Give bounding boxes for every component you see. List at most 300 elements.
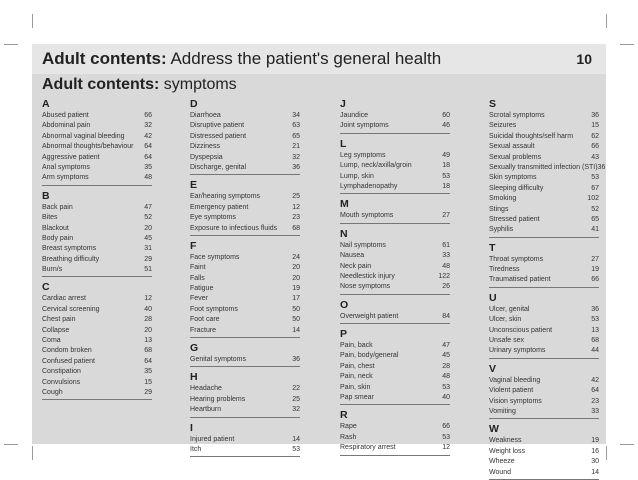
index-entry[interactable]	[42, 121, 152, 131]
entry-page-number: 12	[292, 203, 300, 211]
entry-label: Abdominal pain	[42, 122, 91, 130]
index-entry[interactable]	[190, 121, 300, 131]
entry-label: Dizziness	[190, 143, 220, 151]
index-column-1	[42, 98, 152, 400]
index-entry[interactable]	[190, 284, 300, 294]
entry-label: Cough	[42, 388, 63, 396]
index-entry[interactable]	[340, 121, 450, 131]
index-entry[interactable]	[340, 351, 450, 361]
entry-label: Nail symptoms	[340, 241, 386, 249]
entry-label: Back pain	[42, 203, 73, 211]
section-entries	[190, 253, 300, 338]
index-entry[interactable]	[190, 435, 300, 445]
section-letter-s: S	[489, 98, 497, 110]
crop-mark	[620, 444, 634, 445]
entry-page-number: 16	[591, 447, 599, 455]
index-entry[interactable]	[340, 383, 450, 393]
index-entry[interactable]	[489, 376, 599, 386]
section-letter-d: D	[190, 98, 198, 110]
index-entry[interactable]	[489, 326, 599, 336]
entry-page-number: 66	[144, 112, 152, 119]
section-entries	[190, 384, 300, 417]
entry-label: Leg symptoms	[340, 151, 386, 159]
index-entry[interactable]	[42, 315, 152, 325]
entry-page-number: 26	[442, 283, 450, 291]
entry-page-number: 53	[442, 172, 450, 180]
entry-label: Pain, skin	[340, 383, 371, 391]
entry-page-number: 20	[292, 264, 300, 272]
crop-mark	[4, 444, 18, 445]
entry-page-number: 53	[591, 174, 599, 182]
entry-label: Genital symptoms	[190, 356, 247, 364]
entry-page-number: 36	[591, 305, 599, 313]
entry-label: Confused patient	[42, 357, 95, 365]
index-entry[interactable]	[190, 132, 300, 142]
index-entry[interactable]	[489, 447, 599, 457]
index-entry[interactable]	[489, 305, 599, 315]
entry-page-number: 53	[442, 383, 450, 391]
index-entry[interactable]	[190, 203, 300, 213]
section-letter-e: E	[190, 179, 198, 192]
section-entries	[340, 312, 450, 324]
entry-label: Weakness	[489, 437, 522, 445]
index-entry[interactable]	[42, 244, 152, 254]
section-letter-g: G	[190, 342, 199, 355]
entry-page-number: 12	[442, 444, 450, 452]
entry-label: Collapse	[42, 326, 70, 334]
entry-label: Sleeping difficulty	[489, 184, 544, 192]
index-entry[interactable]	[340, 211, 450, 221]
index-entry[interactable]	[489, 265, 599, 275]
index-entry[interactable]	[340, 393, 450, 403]
entry-page-number: 62	[591, 132, 599, 140]
entry-label: Burn/s	[42, 266, 63, 274]
entry-label: Vaginal bleeding	[489, 376, 541, 384]
section-entries	[340, 422, 450, 455]
index-entry[interactable]	[190, 192, 300, 202]
index-entry[interactable]	[340, 111, 450, 121]
entry-page-number: 25	[292, 193, 300, 201]
section-entries	[489, 376, 599, 420]
index-entry[interactable]	[190, 326, 300, 336]
entry-page-number: 66	[591, 143, 599, 151]
section-entries	[340, 241, 450, 295]
index-entry[interactable]	[489, 184, 599, 194]
section-title-bold: Adult contents:	[42, 76, 160, 93]
index-entry[interactable]	[42, 234, 152, 244]
index-entry[interactable]	[340, 161, 450, 171]
entry-label: Abnormal thoughts/behaviour	[42, 143, 134, 151]
section-entries	[190, 435, 300, 458]
index-entry[interactable]	[42, 132, 152, 142]
entry-page-number: 65	[292, 132, 300, 140]
entry-label: Pain, body/general	[340, 352, 399, 360]
index-entry[interactable]	[42, 111, 152, 121]
index-entry[interactable]	[340, 362, 450, 372]
index-entry[interactable]	[489, 255, 599, 265]
entry-page-number: 31	[144, 245, 152, 253]
entry-page-number: 35	[144, 368, 152, 376]
entry-label: Vomiting	[489, 407, 516, 415]
title-bar	[32, 44, 606, 74]
crop-mark	[4, 44, 18, 45]
index-entry[interactable]	[489, 121, 599, 131]
index-entry[interactable]	[42, 336, 152, 346]
entry-page-number: 35	[144, 163, 152, 171]
entry-page-number: 40	[442, 394, 450, 402]
index-entry[interactable]	[340, 443, 450, 453]
entry-label: Heartburn	[190, 406, 222, 414]
entry-page-number: 19	[292, 285, 300, 293]
entry-label: Nose symptoms	[340, 283, 391, 291]
entry-label: Scrotal symptoms	[489, 112, 545, 119]
index-column-4	[489, 98, 606, 480]
section-letter-u: U	[489, 291, 497, 304]
section-letter-j: J	[340, 98, 346, 110]
entry-page-number: 66	[442, 423, 450, 431]
entry-page-number: 29	[144, 388, 152, 396]
page-title-bold: Adult contents:	[42, 49, 167, 68]
section-letter-m: M	[340, 198, 349, 211]
index-entry[interactable]	[42, 213, 152, 223]
crop-mark	[32, 446, 33, 460]
index-entry[interactable]	[489, 205, 599, 215]
index-entry[interactable]	[190, 294, 300, 304]
entry-page-number: 48	[442, 373, 450, 381]
section-entries	[340, 341, 450, 405]
index-entry[interactable]	[489, 336, 599, 346]
entry-label: Breast symptoms	[42, 245, 97, 253]
index-entry[interactable]	[340, 372, 450, 382]
entry-page-number: 36	[292, 356, 300, 364]
entry-label: Breathing difficulty	[42, 255, 100, 263]
index-entry[interactable]	[489, 225, 599, 235]
index-entry[interactable]	[340, 282, 450, 292]
entry-label: Pain, back	[340, 342, 373, 350]
index-entry[interactable]	[489, 111, 599, 121]
index-entry[interactable]	[489, 132, 599, 142]
index-entry[interactable]	[489, 468, 599, 478]
entry-label: Stressed patient	[489, 215, 540, 223]
section-letter-c: C	[42, 281, 50, 294]
index-entry[interactable]	[42, 367, 152, 377]
entry-label: Condom broken	[42, 347, 92, 355]
section-entries	[190, 111, 300, 175]
index-entry[interactable]	[42, 378, 152, 388]
page-number: 10	[576, 51, 592, 67]
entry-label: Coma	[42, 337, 61, 345]
section-letter-v: V	[489, 362, 497, 375]
entry-page-number: 60	[442, 112, 450, 119]
index-entry[interactable]	[42, 142, 152, 152]
index-entry[interactable]	[190, 445, 300, 455]
entry-label: Ulcer, genital	[489, 305, 530, 313]
index-entry[interactable]	[42, 294, 152, 304]
index-entry[interactable]	[190, 384, 300, 394]
entry-page-number: 44	[591, 347, 599, 355]
entry-page-number: 18	[442, 182, 450, 190]
index-entry[interactable]	[42, 265, 152, 275]
index-entry[interactable]	[489, 346, 599, 356]
index-entry[interactable]	[42, 346, 152, 356]
entry-label: Faint	[190, 264, 206, 272]
entry-page-number: 29	[144, 255, 152, 263]
entry-page-number: 52	[144, 214, 152, 222]
index-entry[interactable]	[42, 153, 152, 163]
entry-page-number: 61	[442, 241, 450, 249]
entry-page-number: 25	[292, 395, 300, 403]
section-letter-t: T	[489, 241, 496, 254]
entry-page-number: 28	[144, 316, 152, 324]
entry-page-number: 20	[292, 274, 300, 282]
entry-label: Bites	[42, 214, 58, 222]
entry-label: Itch	[190, 445, 202, 453]
section-entries	[489, 305, 599, 359]
entry-label: Abused patient	[42, 112, 89, 119]
entry-page-number: 67	[591, 184, 599, 192]
entry-page-number: 15	[144, 378, 152, 386]
entry-page-number: 42	[144, 132, 152, 140]
index-entry[interactable]	[42, 163, 152, 173]
index-entry[interactable]	[489, 194, 599, 204]
entry-label: Anal symptoms	[42, 163, 90, 171]
entry-label: Diarrhoea	[190, 112, 221, 119]
index-entry[interactable]	[489, 142, 599, 152]
index-entry[interactable]	[340, 251, 450, 261]
entry-label: Rape	[340, 423, 357, 431]
section-entries	[340, 211, 450, 223]
index-entry[interactable]	[190, 355, 300, 365]
index-entry[interactable]	[340, 182, 450, 192]
entry-page-number: 42	[591, 376, 599, 384]
entry-label: Convulsions	[42, 378, 81, 386]
index-column-3	[340, 98, 450, 456]
entry-page-number: 36	[597, 163, 606, 171]
page-title-rest: Address the patient's general health	[166, 49, 442, 68]
section-entries	[489, 436, 599, 480]
index-entry[interactable]	[190, 142, 300, 152]
index-entry[interactable]	[42, 305, 152, 315]
entry-page-number: 21	[292, 143, 300, 151]
entry-label: Syphilis	[489, 226, 514, 234]
index-entry[interactable]	[190, 111, 300, 121]
index-entry[interactable]	[489, 163, 606, 173]
entry-page-number: 32	[292, 153, 300, 161]
entry-label: Pain, neck	[340, 373, 373, 381]
section-letter-n: N	[340, 227, 348, 240]
entry-label: Hearing problems	[190, 395, 246, 403]
entry-page-number: 20	[144, 326, 152, 334]
entry-page-number: 17	[292, 295, 300, 303]
entry-label: Unconscious patient	[489, 326, 553, 334]
section-entries	[489, 111, 606, 238]
entry-page-number: 68	[144, 347, 152, 355]
entry-page-number: 23	[292, 214, 300, 222]
index-entry[interactable]	[340, 151, 450, 161]
section-entries	[190, 192, 300, 236]
index-entry[interactable]	[489, 457, 599, 467]
index-entry[interactable]	[190, 263, 300, 273]
index-entry[interactable]	[489, 153, 599, 163]
entry-label: Overweight patient	[340, 312, 399, 320]
index-entry[interactable]	[340, 312, 450, 322]
entry-page-number: 22	[292, 385, 300, 393]
entry-page-number: 32	[144, 122, 152, 130]
index-entry[interactable]	[42, 357, 152, 367]
section-letter-a: A	[42, 98, 50, 110]
index-entry[interactable]	[42, 388, 152, 398]
entry-page-number: 48	[442, 262, 450, 270]
entry-page-number: 33	[591, 407, 599, 415]
entry-page-number: 27	[442, 212, 450, 220]
entry-label: Neck pain	[340, 262, 372, 270]
index-entry[interactable]	[42, 224, 152, 234]
index-entry[interactable]	[340, 272, 450, 282]
entry-label: Urinary symptoms	[489, 347, 546, 355]
entry-page-number: 27	[591, 255, 599, 263]
entry-label: Pap smear	[340, 394, 374, 402]
index-entry[interactable]	[42, 326, 152, 336]
entry-label: Unsafe sex	[489, 337, 525, 345]
index-entry[interactable]	[190, 405, 300, 415]
index-entry[interactable]	[340, 422, 450, 432]
index-entry[interactable]	[340, 262, 450, 272]
index-entry[interactable]	[489, 436, 599, 446]
entry-page-number: 14	[591, 468, 599, 476]
entry-label: Seizures	[489, 122, 517, 130]
index-entry[interactable]	[190, 274, 300, 284]
index-entry[interactable]	[489, 386, 599, 396]
index-entry[interactable]	[190, 163, 300, 173]
entry-page-number: 64	[144, 357, 152, 365]
entry-page-number: 13	[144, 337, 152, 345]
index-entry[interactable]	[340, 433, 450, 443]
entry-label: Wound	[489, 468, 512, 476]
entry-page-number: 47	[144, 203, 152, 211]
entry-page-number: 68	[591, 337, 599, 345]
entry-label: Tiredness	[489, 266, 520, 274]
entry-label: Cardiac arrest	[42, 295, 86, 303]
entry-label: Foot care	[190, 316, 220, 324]
index-entry[interactable]	[489, 173, 599, 183]
entry-page-number: 23	[591, 397, 599, 405]
entry-label: Dyspepsia	[190, 153, 223, 161]
entry-label: Pain, chest	[340, 362, 375, 370]
section-letter-i: I	[190, 421, 193, 434]
entry-page-number: 32	[292, 406, 300, 414]
entry-label: Falls	[190, 274, 205, 282]
index-entry[interactable]	[489, 215, 599, 225]
entry-label: Nausea	[340, 252, 365, 260]
entry-label: Eye symptoms	[190, 214, 236, 222]
entry-label: Sexual problems	[489, 153, 542, 161]
index-entry[interactable]	[489, 275, 599, 285]
index-entry[interactable]	[190, 315, 300, 325]
entry-label: Abnormal vaginal bleeding	[42, 132, 125, 140]
entry-label: Needlestick injury	[340, 272, 395, 280]
section-entries	[340, 151, 450, 195]
entry-label: Weight loss	[489, 447, 526, 455]
entry-page-number: 43	[591, 153, 599, 161]
entry-page-number: 13	[591, 326, 599, 334]
entry-page-number: 20	[144, 224, 152, 232]
entry-label: Fatigue	[190, 285, 214, 293]
section-entries	[190, 355, 300, 367]
entry-label: Fracture	[190, 326, 217, 334]
entry-label: Lump, skin	[340, 172, 374, 180]
entry-label: Traumatised patient	[489, 276, 551, 284]
entry-page-number: 34	[292, 112, 300, 119]
section-entries	[42, 203, 152, 278]
section-letter-w: W	[489, 423, 499, 436]
index-entry[interactable]	[42, 173, 152, 183]
entry-label: Body pain	[42, 234, 74, 242]
entry-label: Ear/hearing symptoms	[190, 193, 261, 201]
entry-label: Respiratory arrest	[340, 444, 396, 452]
index-entry[interactable]	[190, 253, 300, 263]
index-column-2	[190, 98, 300, 457]
crop-mark	[606, 14, 607, 28]
section-entries	[42, 111, 152, 186]
entry-label: Lump, neck/axilla/groin	[340, 162, 412, 170]
entry-label: Constipation	[42, 368, 81, 376]
entry-page-number: 19	[591, 437, 599, 445]
entry-page-number: 48	[144, 174, 152, 182]
entry-page-number: 14	[292, 435, 300, 443]
page-title	[42, 49, 441, 69]
index-entry[interactable]	[489, 315, 599, 325]
entry-label: Chest pain	[42, 316, 76, 324]
entry-label: Throat symptoms	[489, 255, 544, 263]
index-entry[interactable]	[42, 255, 152, 265]
entry-label: Sexual assault	[489, 143, 535, 151]
entry-page-number: 36	[591, 112, 599, 119]
index-entry[interactable]	[190, 305, 300, 315]
index-entry[interactable]	[42, 203, 152, 213]
entry-label: Smoking	[489, 195, 517, 203]
entry-label: Joint symptoms	[340, 122, 389, 130]
entry-page-number: 68	[292, 224, 300, 232]
entry-label: Stings	[489, 205, 509, 213]
entry-page-number: 53	[292, 445, 300, 453]
index-entry[interactable]	[340, 241, 450, 251]
index-entry[interactable]	[340, 341, 450, 351]
section-letter-l: L	[340, 137, 347, 150]
crop-mark	[32, 14, 33, 28]
index-entry[interactable]	[489, 407, 599, 417]
entry-label: Jaundice	[340, 112, 369, 119]
entry-label: Face symptoms	[190, 253, 240, 261]
entry-page-number: 40	[144, 305, 152, 313]
index-entry[interactable]	[190, 153, 300, 163]
index-entry[interactable]	[190, 224, 300, 234]
entry-label: Rash	[340, 433, 357, 441]
entry-page-number: 65	[591, 215, 599, 223]
index-entry[interactable]	[190, 213, 300, 223]
entry-label: Fever	[190, 295, 208, 303]
section-letter-p: P	[340, 328, 348, 341]
index-entry[interactable]	[489, 397, 599, 407]
index-page	[32, 44, 606, 476]
index-entry[interactable]	[190, 395, 300, 405]
entry-label: Discharge, genital	[190, 163, 247, 171]
index-entry[interactable]	[340, 172, 450, 182]
entry-page-number: 46	[442, 122, 450, 130]
entry-page-number: 66	[591, 276, 599, 284]
entry-label: Lymphadenopathy	[340, 182, 398, 190]
entry-label: Blackout	[42, 224, 69, 232]
entry-label: Sexually transmitted infection (STI)	[489, 163, 598, 171]
